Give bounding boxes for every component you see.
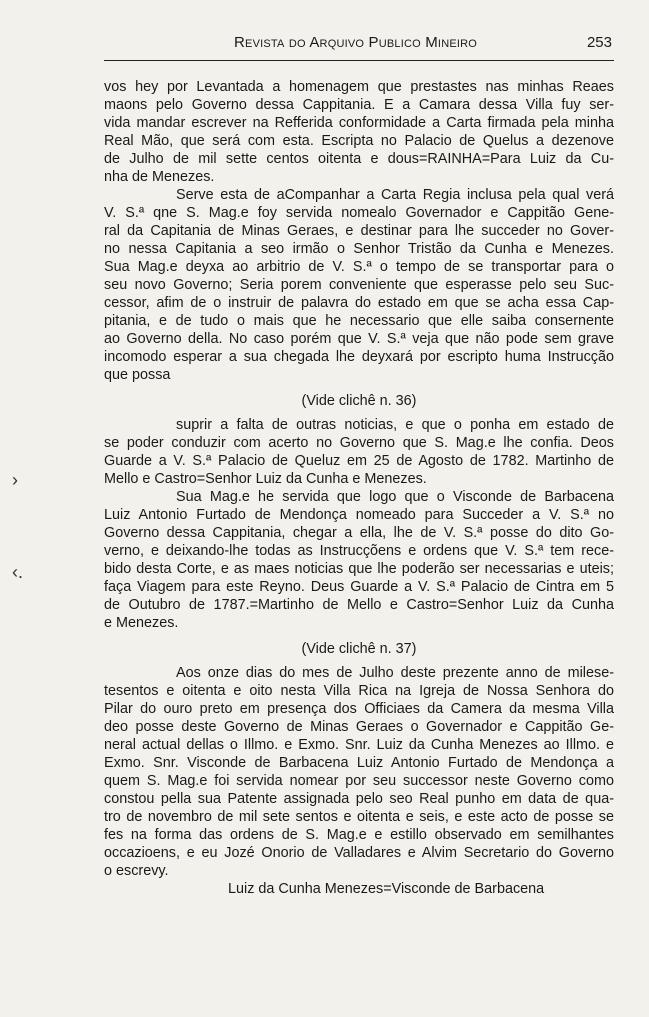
text-line: seu novo Governo; Seria porem conveniente que esperasse pelo seu Suc- — [104, 277, 614, 293]
text-line: se poder conduzir com acerto no Governo que S. Mag.e lhe confia. Deos — [104, 435, 614, 451]
margin-mark: ‹. — [12, 562, 23, 582]
text-line: Mello e Castro=Senhor Luiz da Cunha e Menezes. — [104, 471, 427, 487]
text-line: o escrevy. — [104, 863, 169, 879]
text-line: incomodo esperar a sua chegada lhe deyxará por escripto huma Instrucção — [104, 349, 614, 365]
text-line: maons pelo Governo dessa Cappitania. E a Camara dessa Villa fuy ser- — [104, 97, 614, 113]
text-line: de Outubro de 1787.=Martinho de Mello e Castro=Senhor Luiz da Cunha — [104, 597, 614, 613]
text-line: no nessa Capitania a seo irmão o Senhor Tristão da Cunha e Menezes. — [104, 241, 614, 257]
page-number: 253 — [586, 34, 612, 51]
margin-mark: › — [12, 470, 18, 490]
text-line: bido desta Corte, e as maes noticias que lhe poderão ser necessarias e uteis; — [104, 561, 614, 577]
text-line: que possa — [104, 367, 171, 383]
paragraph-2 — [104, 186, 614, 384]
text-line: Luiz Antonio Furtado de Mendonça nomeado para Succeder a V. S.ª no — [104, 507, 614, 523]
text-line: cessor, afim de o instruir de palavra do estado em que se acha essa Cap- — [104, 295, 614, 311]
text-line: Real Mão, que será com esta. Escripta no Palacio de Quelus a dezenove — [104, 133, 614, 149]
text-line: V. S.ª qne S. Mag.e foy servida nomealo Governador e Cappitão Gene- — [104, 205, 614, 221]
text-line: occazioens, e eu Jozé Onorio de Valladares e Alvim Secretario do Governo — [104, 845, 614, 861]
text-line: verno, e deixando-lhe todas as Instrucçõens e ordens que V. S.ª tem rece- — [104, 543, 614, 559]
text-line: suprir a falta de outras noticias, e que o ponha em estado de — [176, 417, 614, 433]
running-title: Revista do Arquivo Publico Mineiro — [234, 34, 478, 51]
paragraph-1 — [104, 78, 614, 186]
text-line: Serve esta de aCompanhar a Carta Regia inclusa pela qual verá — [176, 187, 614, 203]
text-line: Sua Mag.e deyxa ao arbitrio de V. S.ª o tempo de se transportar para o — [104, 259, 614, 275]
text-line: de Julho de mil sette centos oitenta e dous=RAINHA=Para Luiz da Cu- — [104, 151, 614, 167]
text-line: tro de novembro de mil sete sentos e oitenta e seis, e este acto de posse se — [104, 809, 614, 825]
text-line: faça Viagem para este Reyno. Deus Guarde a V. S.ª Palacio de Cintra em 5 — [104, 579, 614, 595]
page-header — [104, 34, 614, 61]
document-body — [104, 78, 614, 898]
text-line: e Menezes. — [104, 615, 179, 631]
paragraph-4 — [104, 488, 614, 632]
text-line: fes na forma das ordens de S. Mag.e e estillo observado em semilhantes — [104, 827, 614, 843]
text-line: Governo dessa Cappitania, chegar a ella, lhe de V. S.ª posse do dito Go- — [104, 525, 614, 541]
text-line: Aos onze dias do mes de Julho deste prezente anno de milese- — [176, 665, 614, 681]
text-line: ral da Capitania de Minas Geraes, e destinar para lhe succeder no Gover- — [104, 223, 614, 239]
text-line: constou pella sua Patente assignada pelo seo Real punho em data de qua- — [104, 791, 614, 807]
signature-line: Luiz da Cunha Menezes=Visconde de Barbacena — [228, 881, 545, 897]
text-line: pitania, e de tudo o mais que he necessario que elle saiba consernente — [104, 313, 614, 329]
text-line: Pilar do ouro preto em presença dos Officiaes da Camera da mesma Villa — [104, 701, 614, 717]
text-line: Sua Mag.e he servida que logo que o Visconde de Barbacena — [176, 489, 614, 505]
paragraph-5 — [104, 664, 614, 880]
vide-cliche-note: (Vide clichê n. 36) — [301, 393, 417, 409]
vide-cliche-note: (Vide clichê n. 37) — [301, 641, 417, 657]
text-line: vida mandar escrever na Refferida conformidade a Carta firmada pela minha — [104, 115, 614, 131]
text-line: Exmo. Snr. Visconde de Barbacena Luiz Antonio Furtado de Mendonça a — [104, 755, 614, 771]
text-line: nha de Menezes. — [104, 169, 215, 185]
text-line: quem S. Mag.e foi servida nomear por seu successor neste Governo como — [104, 773, 614, 789]
text-line: deo posse deste Governo de Minas Geraes o Governador e Cappitão Ge- — [104, 719, 614, 735]
text-line: vos hey por Levantada a homenagem que prestastes nas minhas Reaes — [104, 79, 614, 95]
text-line: neral actual dellas o Illmo. e Exmo. Snr. Luiz da Cunha Menezes ao Illmo. e — [104, 737, 614, 753]
text-line: ao Governo della. No caso porém que V. S.ª veja que não pode sem grave — [104, 331, 614, 347]
text-line: Guarde a V. S.ª Palacio de Queluz em 25 de Agosto de 1782. Martinho de — [104, 453, 614, 469]
text-line: tesentos e oitenta e oito nesta Villa Rica na Igreja de Nossa Senhora do — [104, 683, 614, 699]
paragraph-3 — [104, 416, 614, 488]
